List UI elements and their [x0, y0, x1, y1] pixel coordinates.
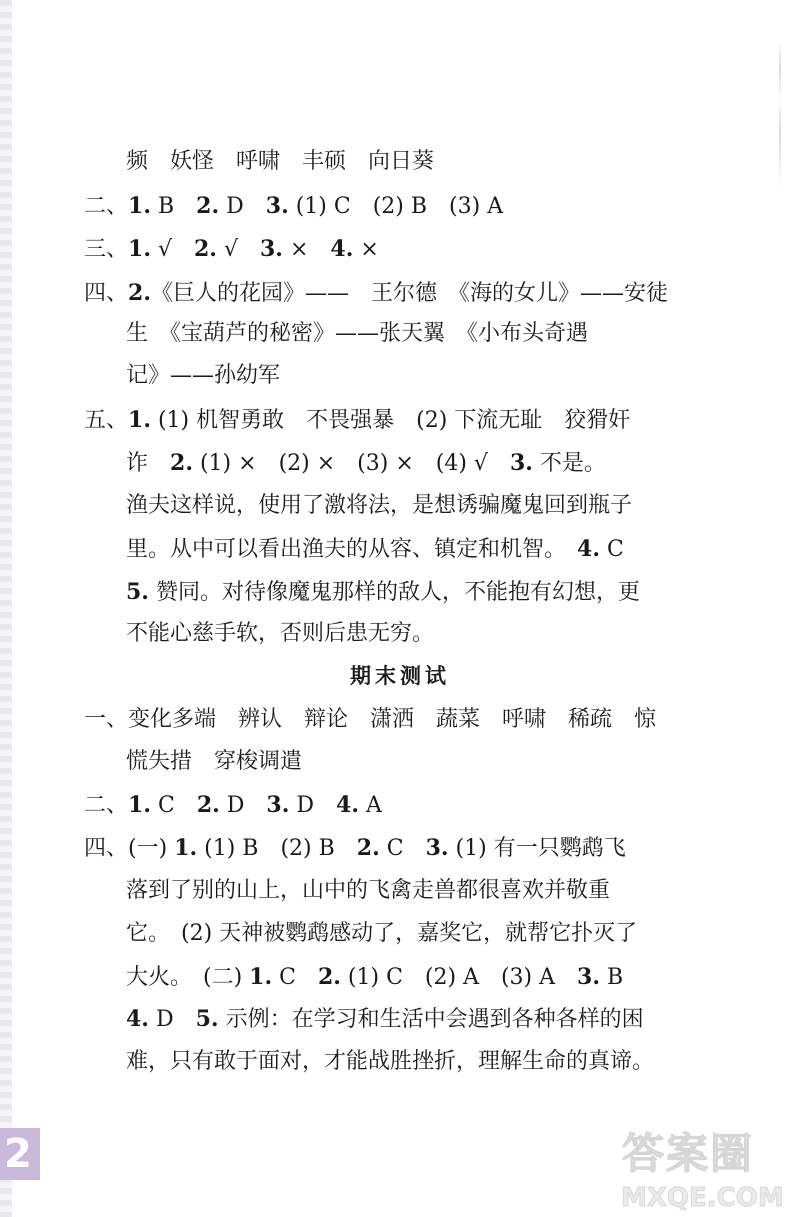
final-q2: 二、1. C 2. D 3. D 4. A [84, 792, 382, 818]
answer-q5-line1: 五、1. (1) 机智勇敢 不畏强暴 (2) 下流无耻 狡猾奸 [84, 407, 631, 433]
page-edge-shadow [779, 40, 781, 190]
final-q4-line6: 难，只有敢于面对，才能战胜挫折，理解生命的真谛。 [126, 1049, 655, 1074]
answer-line-words: 频 妖怪 呼啸 丰硕 向日葵 [126, 149, 435, 174]
answer-q5-line2: 诈 2. (1) × (2) × (3) × (4) √ 3. 不是。 [126, 450, 606, 476]
answer-q5-line5: 5. 赞同。对待像魔鬼那样的敌人，不能抱有幻想，更 [126, 579, 640, 605]
answer-q4-line3: 记》——孙幼军 [126, 363, 281, 388]
watermark-logo: 答案圈 [622, 1129, 755, 1178]
final-q4-line2: 落到了别的山上，山中的飞禽走兽都很喜欢并敬重 [126, 878, 611, 903]
answer-q4-line2: 生 《宝葫芦的秘密》——张天翼 《小布头奇遇 [126, 321, 589, 346]
answer-q2: 二、1. B 2. D 3. (1) C (2) B (3) A [84, 193, 504, 219]
final-q4-line1: 四、(一) 1. (1) B (2) B 2. C 3. (1) 有一只鹦鹉飞 [84, 835, 626, 861]
answer-q5-line4: 里。从中可以看出渔夫的从容、镇定和机智。 4. C [126, 536, 624, 562]
final-q1-line1: 一、变化多端 辨认 辩论 潇洒 蔬菜 呼啸 稀疏 惊 [84, 707, 657, 732]
answer-q4-line1: 四、2.《巨人的花园》—— 王尔德 《海的女儿》——安徒 [84, 280, 668, 306]
page-number: 2 [4, 1131, 32, 1177]
answer-q5-line3: 渔夫这样说，使用了激将法，是想诱骗魔鬼回到瓶子 [126, 493, 633, 518]
final-q4-line4: 大火。 (二) 1. C 2. (1) C (2) A (3) A 3. B [126, 964, 624, 990]
answer-q5-line6: 不能心慈手软，否则后患无穷。 [126, 621, 435, 646]
final-q1-line2: 慌失措 穿梭调遣 [126, 749, 303, 774]
final-q4-line3: 它。 (2) 天神被鹦鹉感动了，嘉奖它，就帮它扑灭了 [126, 921, 638, 946]
watermark-url: MXQE.COM [621, 1183, 784, 1213]
answer-q3: 三、1. √ 2. √ 3. × 4. × [84, 236, 379, 262]
final-q4-line5: 4. D 5. 示例：在学习和生活中会遇到各种各样的困 [126, 1006, 644, 1032]
page-edge-binding [0, 0, 12, 1217]
section-title-final-test: 期末测试 [350, 664, 450, 688]
